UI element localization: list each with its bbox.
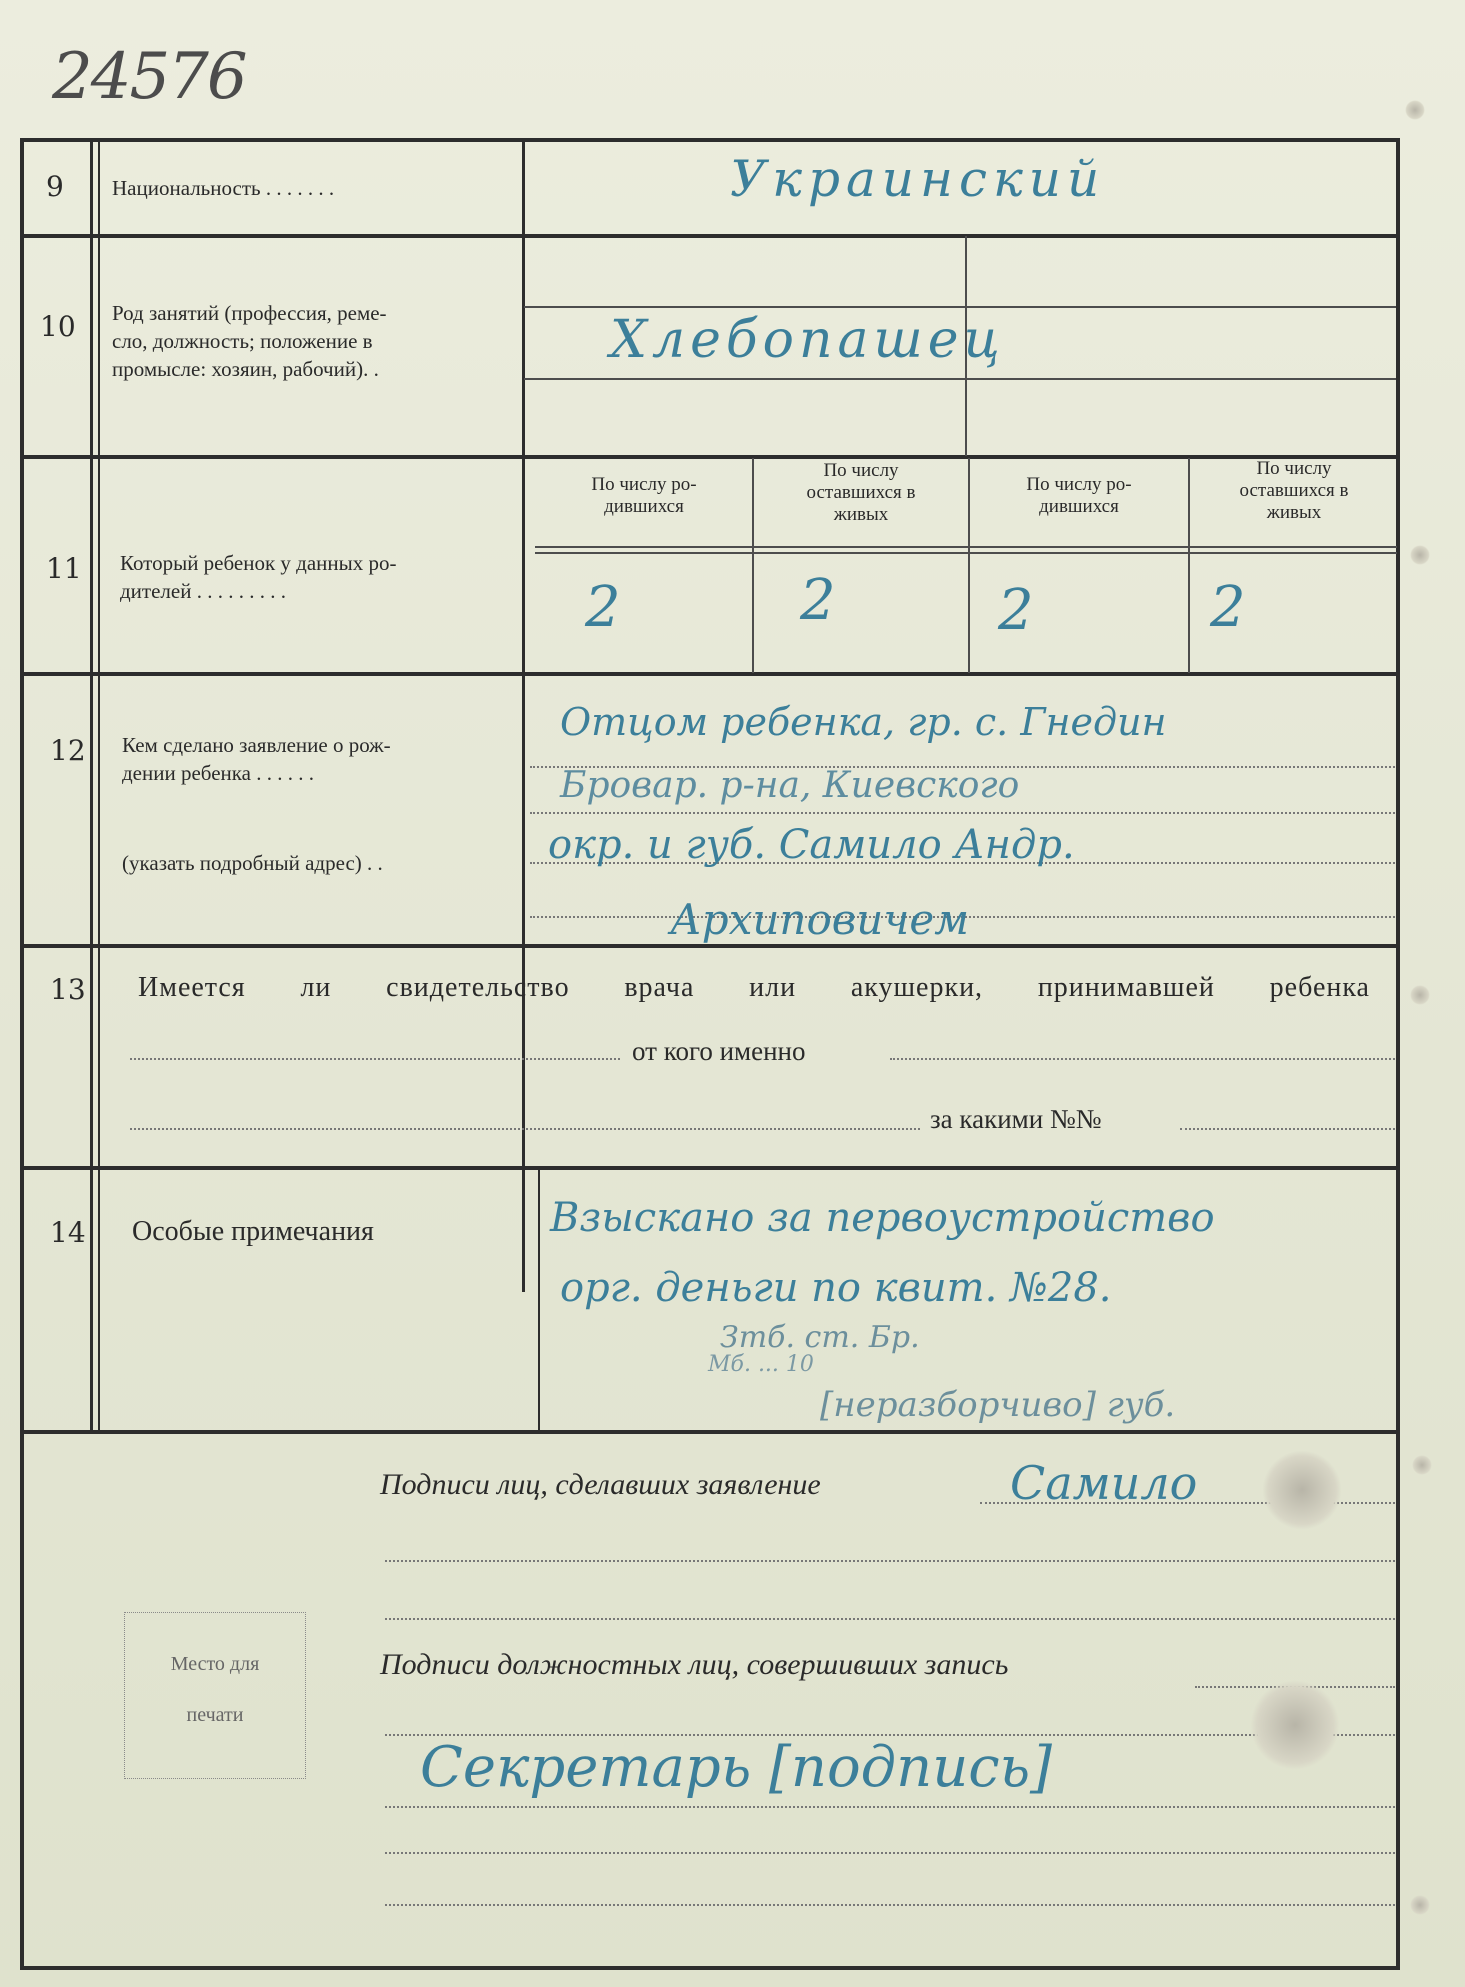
paper-hole <box>1262 1450 1342 1530</box>
applicants-signature-label: Подписи лиц, сделавших заявление <box>380 1468 821 1501</box>
remarks-value-3: Зтб. ст. Бр. <box>720 1320 920 1355</box>
rule <box>535 546 1397 548</box>
row-number-10: 10 <box>40 310 76 343</box>
rule <box>385 1806 1395 1808</box>
rule <box>522 140 525 1292</box>
binding-hole <box>1412 1455 1432 1475</box>
rule <box>524 306 1396 308</box>
subheader-line: оставшихся в <box>806 482 916 503</box>
certificate-question: Имеется ли свидетельство врача или акушерки, принимавшей ребенка <box>138 972 1370 1003</box>
rule <box>385 1904 1395 1906</box>
declarant-value-3: окр. и губ. Самило Андр. <box>548 822 1075 868</box>
remarks-value-2: орг. деньги по квит. №28. <box>560 1265 1112 1311</box>
rule <box>530 812 1395 814</box>
child-count-born-2: 2 <box>998 578 1034 643</box>
row-divider <box>20 1430 1400 1434</box>
row-number-11: 11 <box>46 552 82 585</box>
officials-signature-label: Подписи должностных лиц, совершивших запись <box>380 1648 1009 1681</box>
declarant-value-1: Отцом ребенка, гр. с. Гнедин <box>560 700 1167 744</box>
rule <box>385 1618 1395 1620</box>
rule <box>130 1128 920 1130</box>
subheader-line: дившихся <box>1039 496 1119 517</box>
subheader-line: дившихся <box>604 496 684 517</box>
remarks-value-5: [неразборчиво] губ. <box>820 1385 1176 1425</box>
row-number-12: 12 <box>50 734 86 767</box>
subheader-line: По числу ро- <box>591 474 697 495</box>
binding-hole <box>1410 545 1430 565</box>
subheader-born-1 <box>540 474 748 518</box>
remarks-value-4: Мб. ... 10 <box>708 1352 814 1377</box>
rule <box>968 458 970 673</box>
rule <box>130 1058 620 1060</box>
declarant-value-4: Архиповичем <box>670 895 970 944</box>
rule <box>538 1168 540 1430</box>
occupation-label-3: промысле: хозяин, рабочий). . <box>112 357 379 381</box>
child-count-born-1: 2 <box>585 575 621 640</box>
occupation-label-1: Род занятий (профессия, реме- <box>112 301 387 325</box>
row-number-14: 14 <box>50 1216 86 1249</box>
child-count-living-2: 2 <box>1210 575 1246 640</box>
occupation-label-2: сло, должность; положение в <box>112 329 373 353</box>
rule <box>1188 458 1190 673</box>
row-divider <box>20 672 1400 676</box>
declarant-label-1: Кем сделано заявление о рож- <box>122 733 391 757</box>
binding-hole <box>1410 985 1430 1005</box>
remarks-value-1: Взыскано за первоустройство <box>550 1195 1215 1241</box>
address-note: (указать подробный адрес) . . <box>122 851 383 875</box>
row-number-13: 13 <box>50 973 86 1006</box>
binding-hole <box>1405 100 1425 120</box>
rule <box>524 378 1396 380</box>
subheader-living-2 <box>1192 458 1396 524</box>
subheader-line: По числу <box>823 460 899 481</box>
occupation-value: Хлебопашец <box>610 310 1005 370</box>
remarks-label: Особые примечания <box>132 1216 374 1247</box>
official-signature: Секретарь [подпись] <box>420 1735 1052 1800</box>
which-child-label-1: Который ребенок у данных ро- <box>120 551 397 575</box>
rule <box>890 1058 1395 1060</box>
rule <box>385 1560 1395 1562</box>
row-number-9: 9 <box>46 170 64 203</box>
stamp-place <box>124 1612 306 1779</box>
which-child-label-2: дителей . . . . . . . . . <box>120 579 286 603</box>
stamp-text: печати <box>186 1704 244 1726</box>
subheader-born-2 <box>972 474 1186 518</box>
subheader-living-1 <box>756 460 966 526</box>
rule <box>1180 1128 1395 1130</box>
applicant-signature: Самило <box>1010 1456 1198 1510</box>
rule <box>385 1852 1395 1854</box>
declarant-value-2: Бровар. р-на, Киевского <box>560 765 1020 806</box>
subheader-line: По числу <box>1256 458 1332 479</box>
rule <box>98 140 100 1430</box>
child-count-living-1: 2 <box>800 568 836 633</box>
subheader-line: По числу ро- <box>1026 474 1132 495</box>
subheader-line: живых <box>1266 502 1322 523</box>
row-divider <box>20 1166 1400 1170</box>
binding-hole <box>1410 1895 1430 1915</box>
archive-number: 24576 <box>52 40 246 114</box>
rule <box>535 552 1397 554</box>
numbers-label: за какими №№ <box>930 1104 1102 1134</box>
subheader-line: оставшихся в <box>1239 480 1349 501</box>
paper-hole <box>1250 1680 1340 1770</box>
subheader-line: живых <box>833 504 889 525</box>
rule <box>90 140 93 1430</box>
nationality-value: Украинский <box>730 150 1106 208</box>
nationality-label: Национальность . . . . . . . <box>112 176 335 200</box>
row-divider <box>20 944 1400 948</box>
row-divider <box>20 234 1400 238</box>
from-whom-label: от кого именно <box>632 1036 806 1066</box>
declarant-label-2: дении ребенка . . . . . . <box>122 761 314 785</box>
stamp-text: Место для <box>170 1653 260 1675</box>
rule <box>752 458 754 673</box>
